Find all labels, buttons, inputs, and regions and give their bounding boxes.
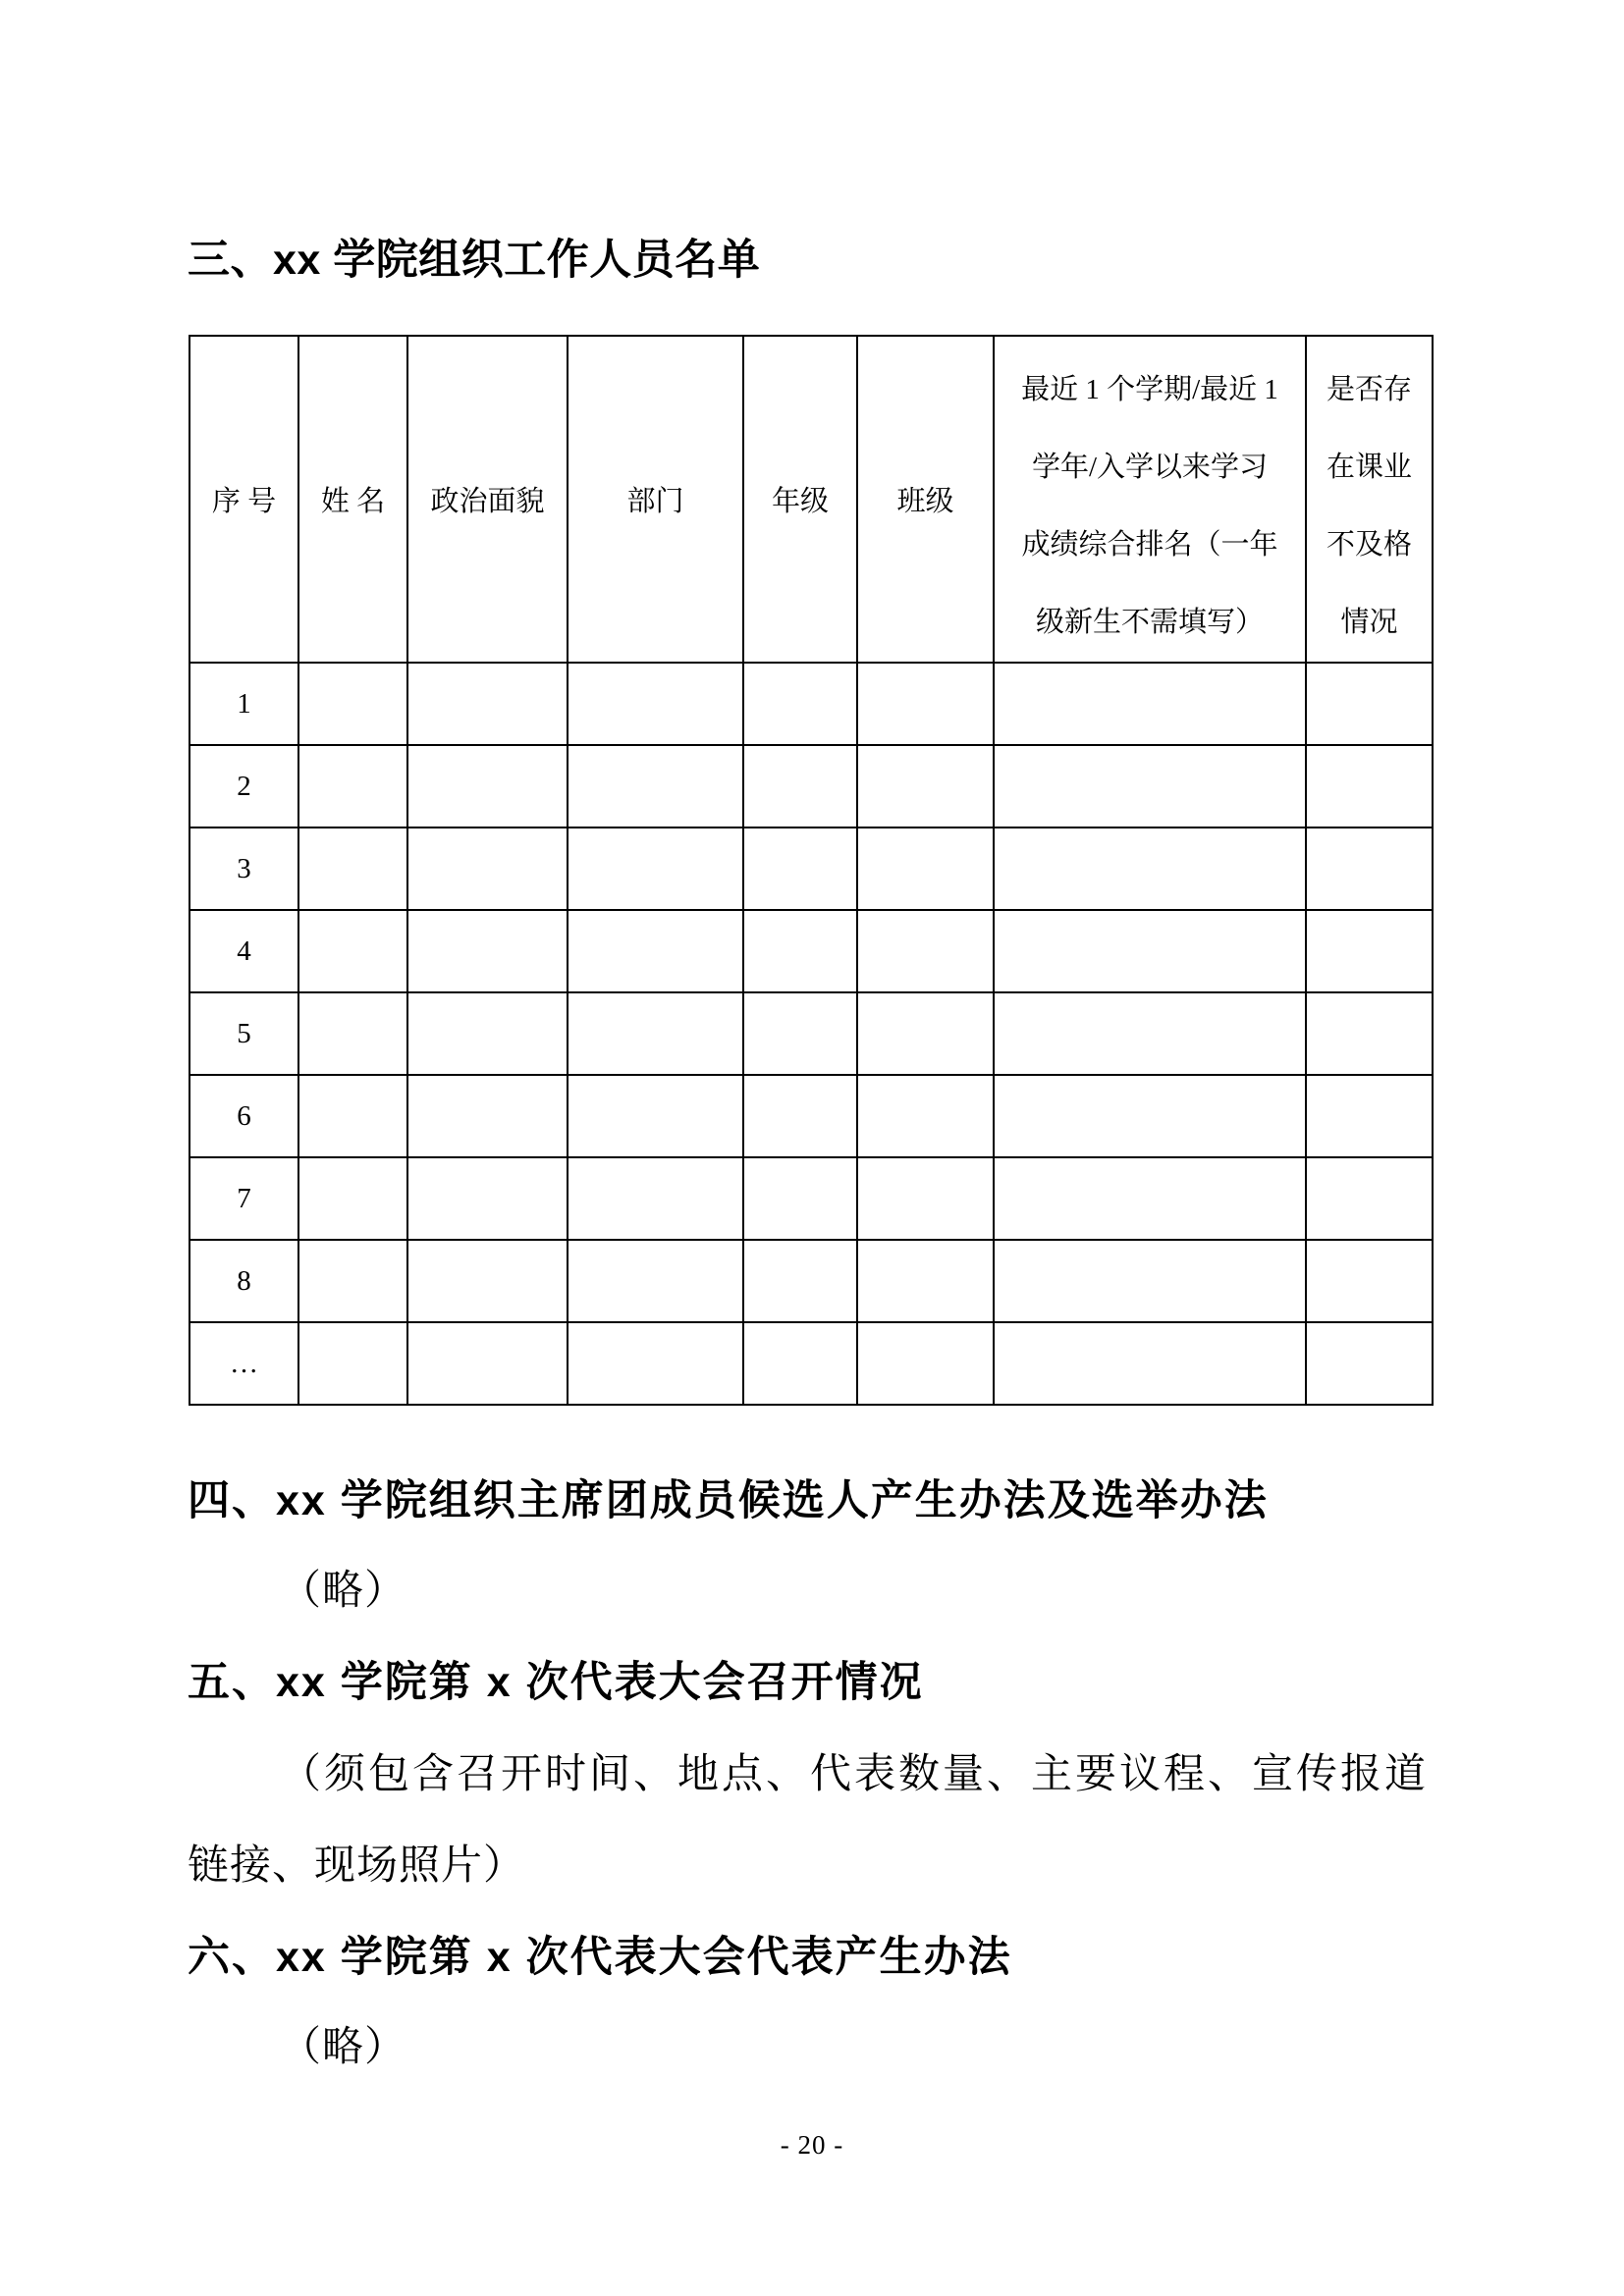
empty-cell bbox=[743, 1157, 857, 1240]
empty-cell bbox=[298, 1240, 407, 1322]
empty-cell bbox=[568, 663, 743, 745]
empty-cell bbox=[857, 745, 994, 828]
header-failing-line-4: 情况 bbox=[1340, 606, 1398, 638]
empty-cell bbox=[407, 828, 568, 910]
row-number-cell: 7 bbox=[189, 1157, 298, 1240]
empty-cell bbox=[743, 828, 857, 910]
empty-cell bbox=[994, 663, 1306, 745]
header-cell-ranking bbox=[994, 336, 1306, 663]
header-failing-line-3: 不及格 bbox=[1326, 528, 1412, 561]
empty-cell bbox=[298, 828, 407, 910]
table-row-5 bbox=[189, 992, 1433, 1075]
header-cell-political-status: 政治面貌 bbox=[407, 336, 568, 663]
empty-cell bbox=[743, 1240, 857, 1322]
header-cell-department: 部门 bbox=[568, 336, 743, 663]
empty-cell bbox=[568, 1322, 743, 1405]
section5-body-line2: 链接、现场照片） bbox=[188, 1843, 526, 1889]
section4-body: （略） bbox=[280, 1569, 407, 1614]
section6-heading: 六、xx 学院第 x 次代表大会代表产生办法 bbox=[188, 1934, 1012, 1981]
empty-cell bbox=[857, 1240, 994, 1322]
empty-cell bbox=[298, 1075, 407, 1157]
row-number-cell: 4 bbox=[189, 910, 298, 992]
row-number-cell: 2 bbox=[189, 745, 298, 828]
empty-cell bbox=[994, 745, 1306, 828]
empty-cell bbox=[857, 828, 994, 910]
table-row-6 bbox=[189, 1075, 1433, 1157]
header-failing-line-2: 在课业 bbox=[1326, 451, 1412, 483]
row-number-cell: … bbox=[189, 1322, 298, 1405]
empty-cell bbox=[407, 992, 568, 1075]
header-ranking-line-1: 最近 1 个学期/最近 1 bbox=[1021, 373, 1278, 405]
table-row-3 bbox=[189, 828, 1433, 910]
header-cell-class: 班级 bbox=[857, 336, 994, 663]
header-cell-seq: 序 号 bbox=[189, 336, 298, 663]
empty-cell bbox=[857, 1075, 994, 1157]
empty-cell bbox=[568, 1075, 743, 1157]
empty-cell bbox=[994, 1075, 1306, 1157]
row-number-cell: 6 bbox=[189, 1075, 298, 1157]
empty-cell bbox=[568, 745, 743, 828]
empty-cell bbox=[743, 745, 857, 828]
empty-cell bbox=[407, 663, 568, 745]
empty-cell bbox=[994, 1157, 1306, 1240]
empty-cell bbox=[743, 1322, 857, 1405]
row-number-cell: 8 bbox=[189, 1240, 298, 1322]
table-row-8 bbox=[189, 1240, 1433, 1322]
header-cell-failing bbox=[1306, 336, 1433, 663]
section3-heading: 三、xx 学院组织工作人员名单 bbox=[188, 237, 761, 284]
empty-cell bbox=[407, 1075, 568, 1157]
empty-cell bbox=[994, 1322, 1306, 1405]
header-cell-grade: 年级 bbox=[743, 336, 857, 663]
empty-cell bbox=[298, 992, 407, 1075]
empty-cell bbox=[407, 1240, 568, 1322]
empty-cell bbox=[407, 910, 568, 992]
table-row-7 bbox=[189, 1157, 1433, 1240]
empty-cell bbox=[407, 745, 568, 828]
empty-cell bbox=[857, 910, 994, 992]
empty-cell bbox=[857, 1157, 994, 1240]
row-number-cell: 1 bbox=[189, 663, 298, 745]
empty-cell bbox=[568, 910, 743, 992]
empty-cell bbox=[994, 910, 1306, 992]
empty-cell bbox=[1306, 1322, 1433, 1405]
empty-cell bbox=[298, 1157, 407, 1240]
empty-cell bbox=[298, 663, 407, 745]
empty-cell bbox=[1306, 1157, 1433, 1240]
empty-cell bbox=[1306, 663, 1433, 745]
header-failing-line-1: 是否存 bbox=[1326, 373, 1412, 405]
table-row-4 bbox=[189, 910, 1433, 992]
empty-cell bbox=[994, 1240, 1306, 1322]
section5-body-line1: （须包含召开时间、地点、代表数量、主要议程、宣传报道 bbox=[280, 1752, 1430, 1797]
empty-cell bbox=[1306, 1075, 1433, 1157]
empty-cell bbox=[743, 1075, 857, 1157]
row-number-cell: 5 bbox=[189, 992, 298, 1075]
empty-cell bbox=[407, 1322, 568, 1405]
empty-cell bbox=[743, 663, 857, 745]
page-number: - 20 - bbox=[780, 2130, 844, 2160]
row-number-cell: 3 bbox=[189, 828, 298, 910]
header-ranking-line-4: 级新生不需填写） bbox=[1035, 606, 1264, 638]
empty-cell bbox=[857, 663, 994, 745]
empty-cell bbox=[298, 1322, 407, 1405]
empty-cell bbox=[857, 992, 994, 1075]
empty-cell bbox=[407, 1157, 568, 1240]
empty-cell bbox=[568, 1157, 743, 1240]
empty-cell bbox=[1306, 745, 1433, 828]
empty-cell bbox=[568, 992, 743, 1075]
header-failing-lines bbox=[1307, 338, 1432, 662]
empty-cell bbox=[298, 745, 407, 828]
empty-cell bbox=[298, 910, 407, 992]
empty-cell bbox=[1306, 910, 1433, 992]
header-ranking-line-3: 成绩综合排名（一年 bbox=[1021, 528, 1278, 561]
table-row-ellipsis bbox=[189, 1322, 1433, 1405]
empty-cell bbox=[857, 1322, 994, 1405]
empty-cell bbox=[743, 910, 857, 992]
table-row-1 bbox=[189, 663, 1433, 745]
empty-cell bbox=[994, 828, 1306, 910]
empty-cell bbox=[568, 828, 743, 910]
table-row-2 bbox=[189, 745, 1433, 828]
header-row bbox=[189, 336, 1433, 663]
section4-heading: 四、xx 学院组织主席团成员候选人产生办法及选举办法 bbox=[188, 1477, 1269, 1524]
header-ranking-lines bbox=[995, 338, 1305, 662]
section6-body: （略） bbox=[280, 2025, 407, 2070]
empty-cell bbox=[568, 1240, 743, 1322]
header-ranking-line-2: 学年/入学以来学习 bbox=[1031, 451, 1269, 483]
staff-roster-table bbox=[189, 335, 1434, 1406]
empty-cell bbox=[994, 992, 1306, 1075]
header-cell-name: 姓 名 bbox=[298, 336, 407, 663]
section5-heading: 五、xx 学院第 x 次代表大会召开情况 bbox=[188, 1659, 924, 1706]
empty-cell bbox=[1306, 1240, 1433, 1322]
empty-cell bbox=[1306, 828, 1433, 910]
empty-cell bbox=[743, 992, 857, 1075]
empty-cell bbox=[1306, 992, 1433, 1075]
